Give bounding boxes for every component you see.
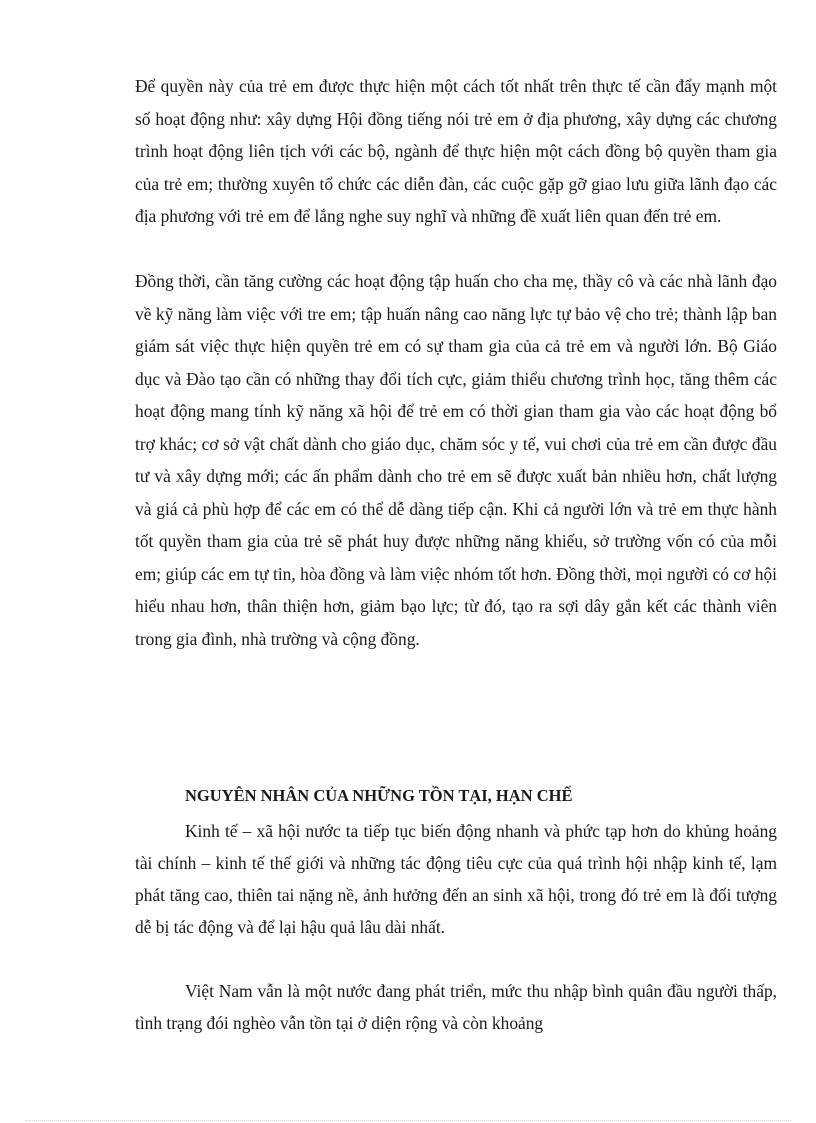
paragraph-training-activities: Đồng thời, cần tăng cường các hoạt động tập huấn cho cha mẹ, thầy cô và các nhà lãnh đạo về kỹ năng làm việc với tre em; tập huấn nâng cao năng lực tự bảo vệ cho trẻ; thành lập ban giám sát việc thực hiện quyền trẻ em có sự tham gia của cả trẻ em và người lớn. Bộ Giáo dục và Đào tạo cần có những thay đổi tích cực, giảm thiểu chương trình học, tăng thêm các hoạt động mang tính kỹ năng xã hội để trẻ em có thời gian tham gia vào các hoạt động bổ trợ khác; cơ sở vật chất dành cho giáo dục, chăm sóc y tế, vui chơi của trẻ em cần được đầu tư và xây dựng mới; các ấn phẩm dành cho trẻ em sẽ được xuất bản nhiều hơn, chất lượng và giá cả phù hợp để các em có thể dễ dàng tiếp cận. Khi cả người lớn và trẻ em thực hành tốt quyền tham gia của trẻ sẽ phát huy được những năng khiếu, sở trường vốn có của mỗi em; giúp các em tự tin, hòa đồng và làm việc nhóm tốt hơn. Đồng thời, mọi người có cơ hội hiểu nhau hơn, thân thiện hơn, giảm bạo lực; từ đó, tạo ra sợi dây gắn kết các thành viên trong gia đình, nhà trường và cộng đồng. <box>135 271 777 649</box>
paragraph-rights-implementation: Để quyền này của trẻ em được thực hiện một cách tốt nhất trên thực tế cần đẩy mạnh một số hoạt động như: xây dựng Hội đồng tiếng nói trẻ em ở địa phương, xây dựng các chương trình hoạt động liên tịch với các bộ, ngành để thực hiện một cách đồng bộ quyền tham gia của trẻ em; thường xuyên tổ chức các diễn đàn, các cuộc gặp gỡ giao lưu giữa lãnh đạo các địa phương với trẻ em để lắng nghe suy nghĩ và những đề xuất liên quan đến trẻ em. <box>135 76 777 226</box>
page-bottom-divider <box>25 1120 791 1121</box>
paragraph-development-status: Việt Nam vẫn là một nước đang phát triển, mức thu nhập bình quân đầu người thấp, tình trạng đói nghèo vẫn tồn tại ở diện rộng và còn khoảng <box>135 981 777 1033</box>
section-heading: NGUYÊN NHÂN CỦA NHỮNG TỒN TẠI, HẠN CHẾ <box>185 786 573 805</box>
paragraph-economic-causes: Kinh tế – xã hội nước ta tiếp tục biến động nhanh và phức tạp hơn do khủng hoảng tài chính – kinh tế thế giới và những tác động tiêu cực của quá trình hội nhập kinh tế, lạm phát tăng cao, thiên tai nặng nề, ảnh hưởng đến an sinh xã hội, trong đó trẻ em là đối tượng dễ bị tác động và để lại hậu quả lâu dài nhất. <box>135 821 777 937</box>
